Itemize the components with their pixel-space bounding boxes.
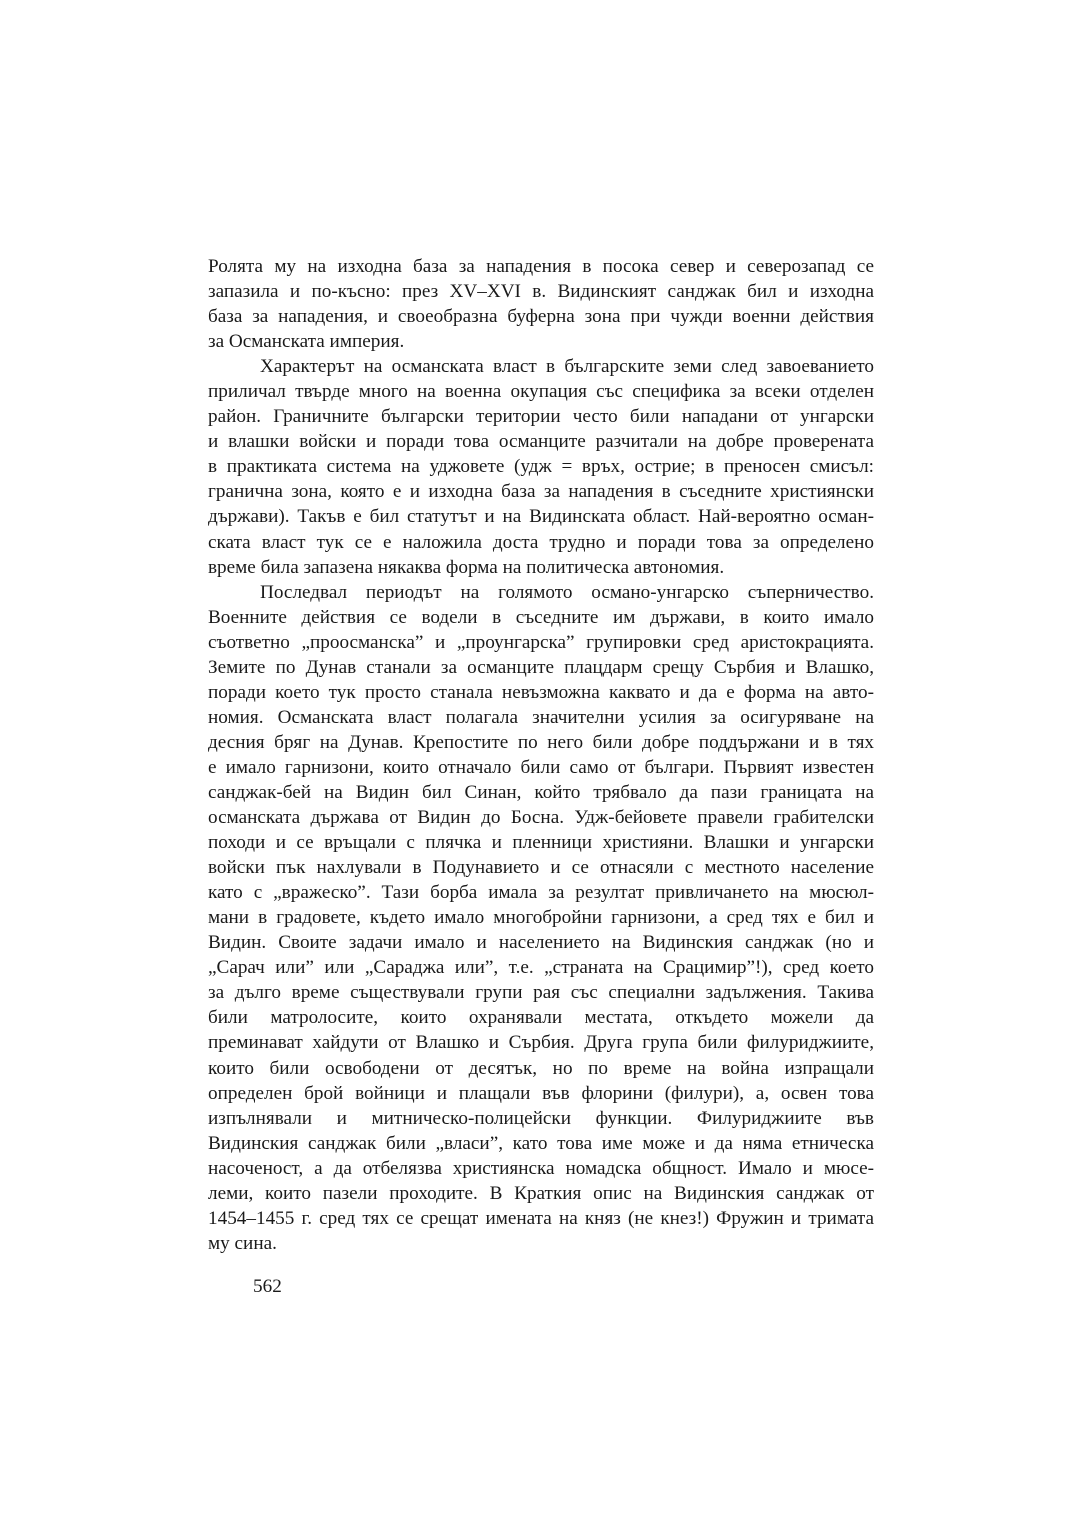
text-line: мани в градовете, където имало многобройни гарнизони, а сред тях е бил и xyxy=(208,907,874,929)
text-line: леми, които пазели проходите. В Краткия опис на Видинския санджак от xyxy=(208,1182,874,1204)
text-line: номия. Османската власт полагала значителни усилия за осигуряване на xyxy=(208,706,874,728)
paragraph xyxy=(208,580,874,1256)
text-line: „Сарач или” или „Сараджа или”, т.е. „страната на Срацимир”!), сред което xyxy=(208,957,874,979)
text-line: съответно „проосманска” и „проунгарска” групировки сред аристокрацията. xyxy=(208,631,874,653)
paragraph xyxy=(208,354,874,579)
text-line: били матролосите, които охранявали местата, откъдето можели да xyxy=(208,1007,874,1029)
text-line: и влашки войски и поради това османците разчитали на добре проверената xyxy=(208,431,874,453)
text-line: определен брой войници и плащали във флорини (филури), а, освен това xyxy=(208,1082,874,1104)
text-line: ската власт тук се е наложила доста трудно и поради това за определено xyxy=(208,531,874,553)
text-line: Характерът на османската власт в българските земи след завоеванието xyxy=(260,356,874,378)
text-line: база за нападения, и своеобразна буферна зона при чужди военни действия xyxy=(208,306,874,328)
text-line: за Османската империя. xyxy=(208,331,405,353)
text-line: като с „вражеско”. Тази борба имала за резултат привличането на мюсюл- xyxy=(208,882,874,904)
text-line: в практиката система на уджовете (удж = връх, острие; в преносен смисъл: xyxy=(208,456,874,478)
text-line: Земите по Дунав станали за османците плацдарм срещу Сърбия и Влашко, xyxy=(208,656,874,678)
text-line: войски пък нахлували в Подунавието и се отнасяли с местното население xyxy=(208,857,874,879)
text-line: район. Граничните български територии често били нападани от унгарски xyxy=(208,406,874,428)
text-line: изпълнявали и митническо-полицейски функции. Филуриджиите във xyxy=(208,1107,874,1129)
page-number: 562 xyxy=(253,1276,282,1297)
text-line: османската държава от Видин до Босна. Удж-бейовете правели грабителски xyxy=(208,807,874,829)
text-line: които били освободени от десятък, но по време на война изпращали xyxy=(208,1057,874,1079)
text-line: запазила и по-късно: през XV–XVI в. Видинският санджак бил и изходна xyxy=(208,281,874,303)
text-line: му сина. xyxy=(208,1232,277,1254)
text-line: е имало гарнизони, които отначало били само от българи. Първият известен xyxy=(208,756,874,778)
text-line: за дълго време съществували групи рая със специални задължения. Такива xyxy=(208,982,874,1004)
text-line: гранична зона, която е и изходна база за нападения в съседните християнски xyxy=(208,481,874,503)
text-line: преминават хайдути от Влашко и Сърбия. Друга група били филуриджиите, xyxy=(208,1032,874,1054)
text-line: държави). Такъв е бил статутът и на Видинската област. Най-вероятно осман- xyxy=(208,506,874,528)
text-line: санджак-бей на Видин бил Синан, който трябвало да пази границата на xyxy=(208,781,874,803)
text-line: Последвал периодът на голямото османо-унгарско съперничество. xyxy=(260,581,874,603)
page-body xyxy=(208,254,874,1256)
text-line: Военните действия се водели в съседните им държави, в които имало xyxy=(208,606,874,628)
text-line: десния бряг на Дунав. Крепостите по него били добре поддържани и в тях xyxy=(208,731,874,753)
text-line: време била запазена някаква форма на политическа автономия. xyxy=(208,556,725,578)
text-line: насоченост, а да отбелязва християнска номадска общност. Имало и мюсе- xyxy=(208,1157,874,1179)
text-line: Ролята му на изходна база за нападения в посока север и северозапад се xyxy=(208,256,874,277)
text-line: походи и се връщали с плячка и пленници християни. Влашки и унгарски xyxy=(208,832,874,854)
text-line: поради което тук просто станала невъзможна каквато и да е форма на авто- xyxy=(208,681,874,703)
text-line: приличал твърде много на военна окупация със специфика за всеки отделен xyxy=(208,381,874,403)
text-line: 1454–1455 г. сред тях се срещат имената на княз (не кнез!) Фружин и тримата xyxy=(208,1207,874,1229)
paragraph xyxy=(208,254,874,354)
text-line: Видин. Своите задачи имало и населението на Видинския санджак (но и xyxy=(208,932,874,954)
text-line: Видинския санджак били „власи”, като това име може и да няма етническа xyxy=(208,1132,874,1154)
